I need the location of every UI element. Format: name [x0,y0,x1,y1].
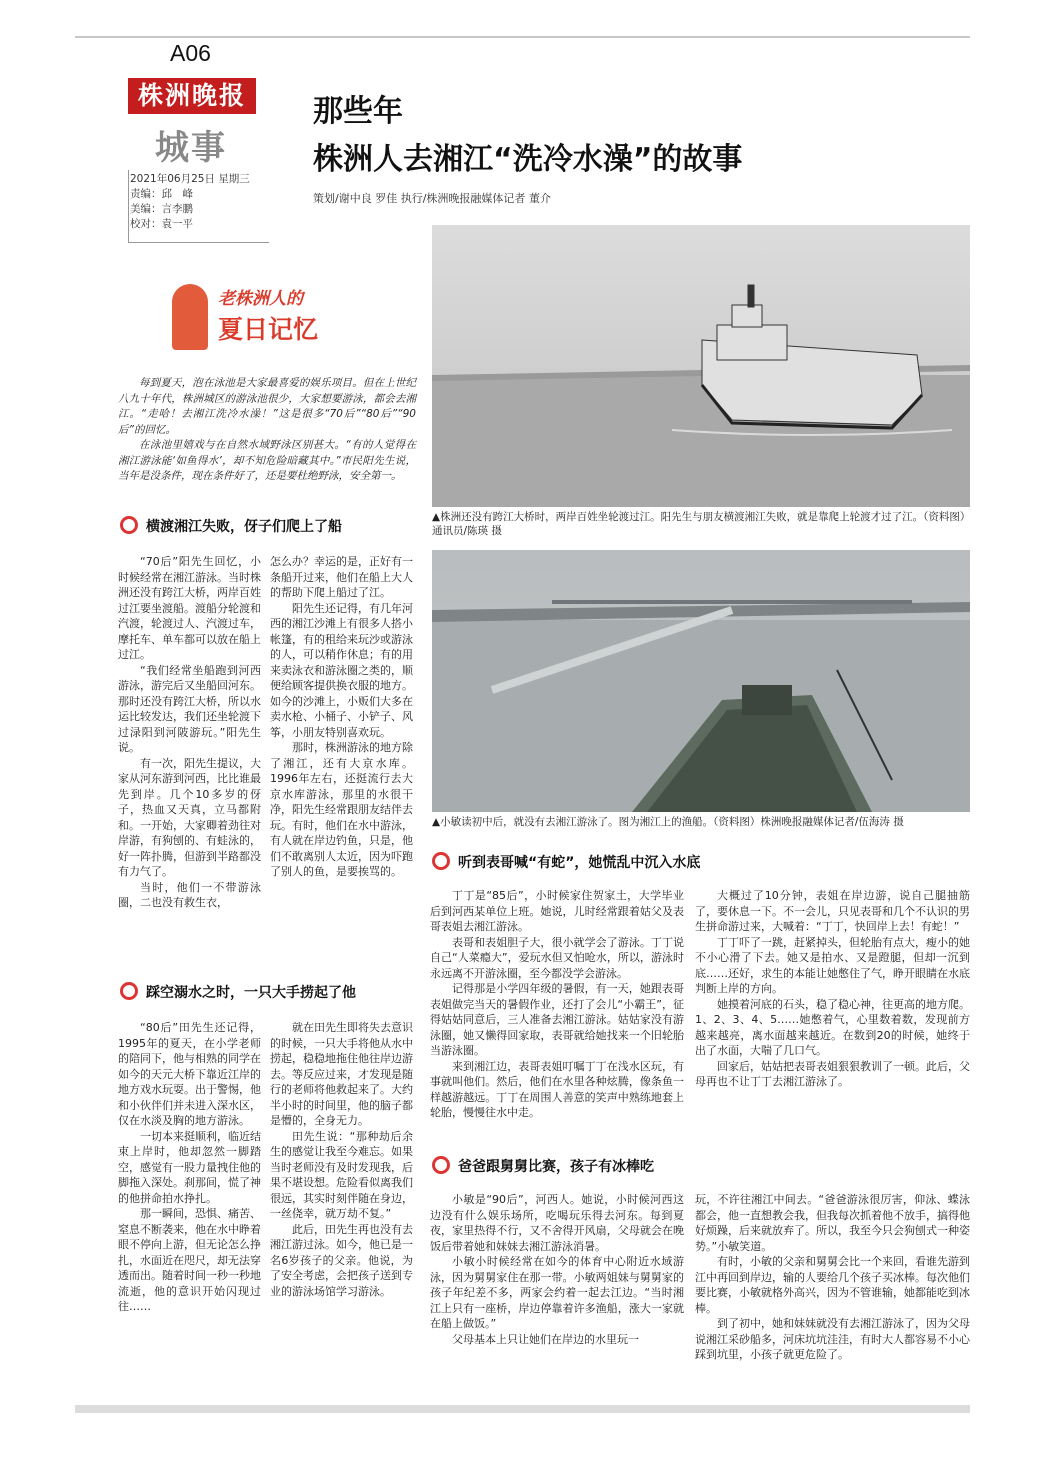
paragraph: 小敏是“90后”，河西人。她说，小时候河西这边没有什么娱乐场所，吃喝玩乐得去河东。每到夏夜，家里热得不行，又不舍得开风扇，父母就会在晚饭后带着她和妹妹去湘江游泳消暑。 [430,1193,684,1253]
paragraph: 父母基本上只让她们在岸边的水里玩一 [452,1332,639,1346]
article-column [270,554,413,880]
silhouette-icon [172,284,208,350]
paragraph: 此后，田先生再也没有去湘江游过泳。如今，他已是一名6岁孩子的父亲。他说，为了安全考虑，会把孩子送到专业的游泳场馆学习游泳。 [270,1222,413,1298]
article-column [118,1020,261,1315]
article-column [695,1192,970,1363]
headline [313,88,742,184]
paragraph: 有一次，阳先生提议，大家从河东游到河西，比比谁最先到岸。几个10多岁的伢子，热血又天真，立马都附和。一开始，大家卿着劲往对岸游，有狗刨的、有蛙泳的，好一阵扑腾，但游到半路都没有力气了。 [118,756,261,878]
article-column [270,1020,413,1299]
paragraph: 到了初中，她和妹妹就没有去湘江游泳了，因为父母说湘江采砂船多，河床坑坑洼洼，有时大人都容易不小心踩到坑里，小孩子就更危险了。 [695,1317,970,1361]
article-column [118,554,261,911]
meta-proofreader: 校对：袁一平 [130,218,193,230]
paragraph: 田先生说：“那种劫后余生的感觉让我至今难忘。如果当时老师没有及时发现我，后果不堪设想。危险看似离我们很远，其实时刻伴随在身边，一丝侥幸，就万劫不复。” [270,1129,413,1220]
page-number: A06 [170,40,211,66]
intro-paragraph: 在泳池里嬉戏与在自然水域野泳区别甚大。“有的人觉得在湘江游泳能‘如鱼得水’，却不知危险暗藏其中。”市民阳先生说，当年是没条件，现在条件好了，还是要杜绝野泳，安全第一。 [118,439,416,482]
paragraph: 表哥和表姐胆子大，很小就学会了游泳。丁丁说自己“人菜瘾大”，爱玩水但又怕呛水，所以，游泳时永远离不开游泳圈，至今都没学会游泳。 [430,935,684,980]
paragraph: 一切本来挺顺利，临近结束上岸时，他却忽然一脚踏空，感觉有一股力量拽住他的脚拖入深处。刹那间，慌了神的他拼命拍水挣扎。 [118,1129,261,1205]
paragraph: “我们经常坐船跑到河西游泳，游完后又坐船回河东。那时还没有跨江大桥，所以水运比较发达，我们还坐轮渡下过渌阳到河陂游玩。”阳先生说。 [118,663,261,754]
paragraph: 就在田先生即将失去意识的时候，一只大手将他从水中捞起，稳稳地拖住他往岸边游去。等反应过来，才发现是随行的老师将他救起来了。大约半小时的时间里，他的脑子都是懵的，全身无力。 [270,1021,413,1127]
circle-bullet-icon [432,852,450,870]
paragraph: 玩，不许往湘江中间去。“爸爸游泳很厉害，仰泳、蝶泳都会，他一直想教会我，但我每次抓着他不放手，搞得他好烦躁，后来就放弃了。所以，我至今只会狗刨式一种姿势。”小敏笑道。 [695,1193,970,1253]
section-heading [432,1156,654,1176]
circle-bullet-icon [120,982,138,1000]
section-heading [120,982,356,1002]
paragraph: 小敏小时候经常在如今的体育中心附近水域游泳，因为舅舅家住在那一带。小敏两姐妹与舅舅家的孩子年纪差不多，两家会约着一起去江边。“当时湘江上只有一座桥，岸边停靠着许多渔船，涨大一家就在船上做饭。” [430,1255,684,1330]
section-heading [120,516,342,536]
photo-caption: ▲小敏读初中后，就没有去湘江游泳了。图为湘江上的渔船。（资料图）株洲晚报融媒体记者/伍海涛 摄 [432,816,904,828]
ferry-photo [432,225,970,507]
section-heading-text: 听到表哥喊“有蛇”，她慌乱中沉入水底 [458,855,701,871]
paragraph: 当时，他们一不带游泳圈，二也没有救生衣， [118,880,261,909]
paragraph: 记得那是小学四年级的暑假，有一天，她跟表哥表姐做完当天的暑假作业，还打了会儿“小霸王”，征得姑姑同意后，三人准备去湘江游泳。姑姑家没有游泳圈，她又懒得回家取，表哥就给她找来一个旧轮胎当游泳圈。 [430,982,684,1057]
bottom-rule [75,1405,970,1413]
newspaper-logo: 株洲晚报 [128,78,256,114]
paragraph: “80后”田先生还记得，1995年的夏天，在小学老师的陪同下，他与相熟的同学在如今的天元大桥下靠近江岸的地方戏水玩耍。出于警惕，他和小伙伴们并未进入深水区，仅在水淡及胸的地方游泳。 [118,1021,261,1127]
meta-editor: 责编：邱 峰 [130,188,193,200]
meta-designer: 美编：言李鹏 [130,203,193,215]
paragraph: 有时，小敏的父亲和舅舅会比一个来回，看谁先游到江中再回到岸边，输的人要给几个孩子买冰棒。每次他们要比赛，小敏就格外高兴，因为不管谁输，她都能吃到冰棒。 [695,1255,970,1315]
paragraph: 阳先生还记得，有几年河西的湘江沙滩上有很多人搭小帐篷，有的租给来玩沙或游泳的人，可以稍作休息；有的用来卖泳衣和游泳圈之类的，顺便给顾客提供换衣服的地方。如今的沙滩上，小贩们大多在卖水枪、小桶子、小铲子、风筝，小朋友特别喜欢玩。 [270,601,413,739]
paragraph: 丁丁是“85后”，小时候家住贺家土，大学毕业后到河西某单位上班。她说，儿时经常跟着姑父及表哥表姐去湘江游泳。 [430,889,684,933]
section-heading [432,852,700,872]
paragraph: 她摸着河底的石头，稳了稳心神，往更高的地方爬。1、2、3、4、5……她憋着气，心里数着数，发现前方越来越亮，离水面越来越近。在数到20的时候，她终于出了水面，大喘了几口气。 [695,997,970,1057]
editor-meta [130,172,270,232]
section-heading-text: 横渡湘江失败，伢子们爬上了船 [146,519,342,535]
circle-bullet-icon [432,1156,450,1174]
photo-caption: ▲株洲还没有跨江大桥时，两岸百姓坐轮渡过江。阳先生与朋友横渡湘江失败，就是靠爬上轮渡才过了江。（资料图）通讯员/陈瑛 摄 [432,511,971,537]
section-title: 城事 [155,128,227,168]
headline-line1: 那些年 [313,94,403,129]
paragraph: “70后”阳先生回忆，小时候经常在湘江游泳。当时株洲还没有跨江大桥，两岸百姓过江要坐渡船。渡船分轮渡和汽渡，轮渡过人、汽渡过车，摩托车、单车都可以放在船上过江。 [118,555,261,661]
paragraph: 那一瞬间，恐惧、痛苦、窒息不断袭来，他在水中睁着眼不停向上游，但无论怎么挣扎，水面近在咫尺，却无法穿透而出。随着时间一秒一秒地流逝，他的意识开始闪现过往…… [118,1207,261,1313]
paragraph: 那时，株洲游泳的地方除了湘江，还有大京水库。1996年左右，还挺流行去大京水库游泳，那里的水很干净，阳先生经常跟朋友结伴去玩。有时，他们在水中游泳，有人就在岸边钓鱼，只是，他们不敢离别人太近，因为吓跑了别人的鱼，是要挨骂的。 [270,741,413,878]
section-heading-text: 爸爸跟舅舅比赛，孩子有冰棒吃 [458,1159,654,1175]
headline-line2: 株洲人去湘江“洗冷水澡”的故事 [313,142,743,177]
paragraph: 大概过了10分钟，表姐在岸边游，说自己腿抽筋了，要休息一下。不一会儿，只见表哥和几个不认识的男生拼命游过来，大喊着：“丁丁，快回岸上去！有蛇！” [695,889,970,933]
paragraph: 丁丁吓了一跳，赶紧掉头，但轮胎有点大，瘦小的她不小心滑了下去。她又是拍水、又是蹬腿，但却一沉到底……还好，求生的本能让她憋住了气，睁开眼睛在水底判断上岸的方向。 [695,935,970,995]
article-column [695,888,970,1090]
fishing-boat-photo [432,550,970,812]
intro-paragraph: 每到夏天，泡在泳池是大家最喜爱的娱乐项目。但在上世纪八九十年代，株洲城区的游泳池很少，大家想要游泳，都会去湘江。“走哈！去湘江洗冷水澡！”这是很多“70后”“80后”“90后”的回忆。 [118,377,416,436]
byline: 策划/谢中良 罗佳 执行/株洲晚报融媒体记者 董介 [313,192,551,205]
top-rule [75,36,970,38]
article-column [430,1192,684,1347]
meta-date: 2021年06月25日 星期三 [130,173,250,185]
badge-line2: 夏日记忆 [218,315,319,344]
article-column [430,888,684,1121]
intro-text [118,376,416,485]
circle-bullet-icon [120,516,138,534]
paragraph: 来到湘江边，表哥表姐叮嘱丁丁在浅水区玩，有事就叫他们。然后，他们在水里各种炫腾，像条鱼一样越游越远。丁丁在周围人善意的笑声中熟练地套上轮胎，慢慢往水中走。 [430,1059,684,1119]
paragraph: 回家后，姑姑把表哥表姐狠狠教训了一顿。此后，父母再也不让丁丁去湘江游泳了。 [695,1059,970,1088]
section-heading-text: 踩空溺水之时，一只大手捞起了他 [146,985,356,1001]
badge-line1: 老株洲人的 [218,289,303,309]
paragraph: 怎么办？幸运的是，正好有一条船开过来，他们在船上大人的帮助下爬上船过了江。 [270,555,413,599]
